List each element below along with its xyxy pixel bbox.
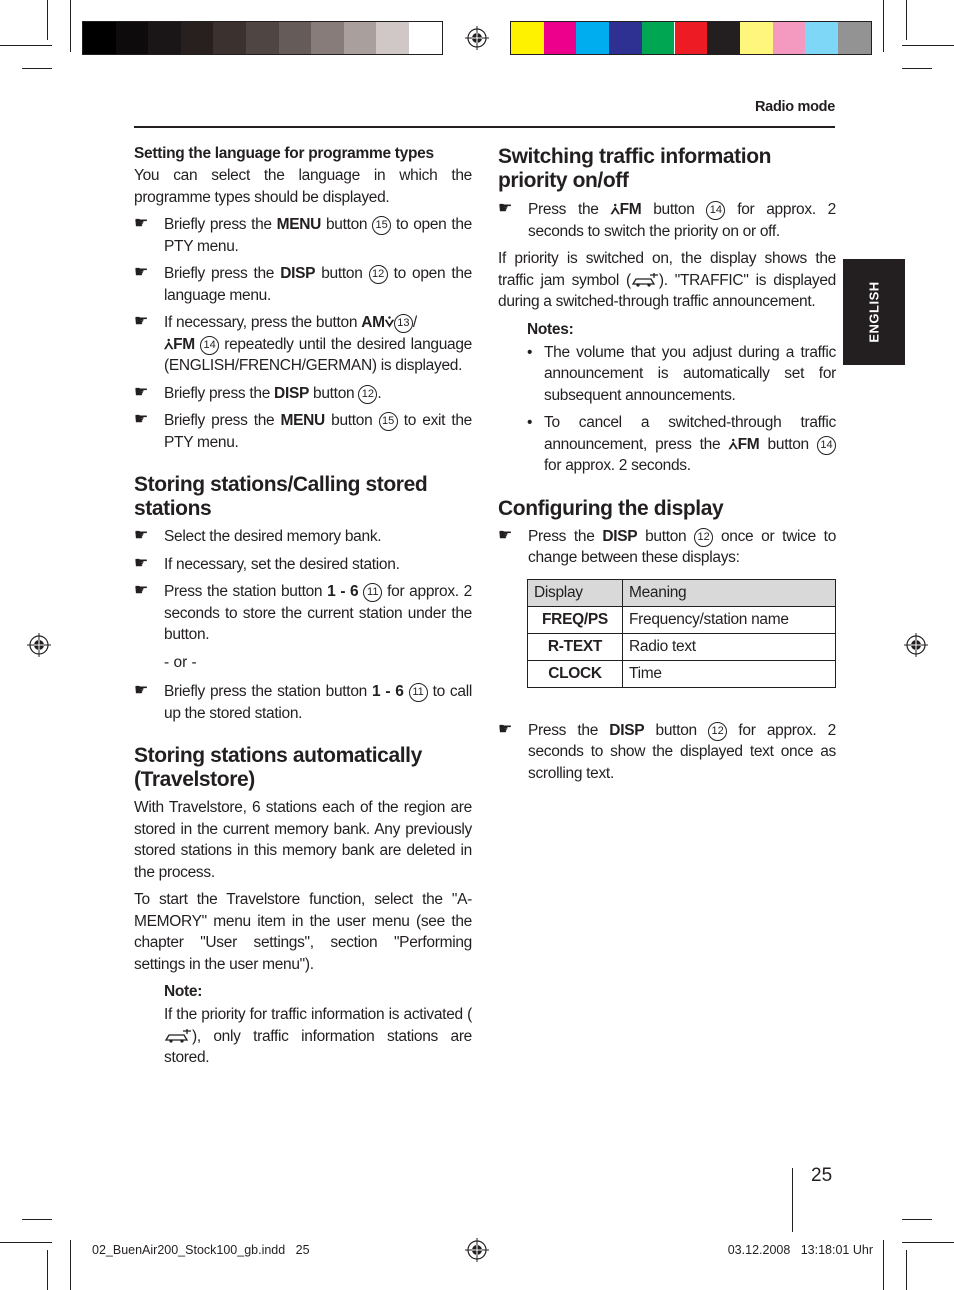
registration-mark-icon	[27, 633, 51, 657]
am-down-arrow-icon: ⩒	[384, 314, 394, 331]
running-header: Radio mode	[755, 99, 835, 115]
pty-step: ☛ Briefly press the MENU button 15 to open the PTY menu.	[134, 215, 472, 255]
pointing-hand-icon: ☛	[498, 720, 513, 738]
registration-mark-icon	[465, 26, 489, 50]
table-cell: R-TEXT	[528, 633, 623, 660]
registration-mark-icon	[904, 633, 928, 657]
pointing-hand-icon: ☛	[134, 527, 149, 544]
button-number-badge: 13	[394, 314, 413, 333]
crop-mark	[902, 1219, 932, 1220]
notes-label: Notes:	[527, 320, 574, 338]
pty-step: ☛ Briefly press the DISP button 12 .	[134, 383, 382, 402]
button-number-badge: 14	[706, 201, 725, 220]
pointing-hand-icon: ☛	[134, 582, 149, 599]
crop-mark	[906, 1250, 907, 1290]
crop-mark	[70, 0, 71, 52]
button-number-badge: 11	[409, 683, 428, 702]
storing-step: ☛ Select the desired memory bank.	[134, 527, 382, 545]
pointing-hand-icon: ☛	[498, 200, 513, 217]
pointing-hand-icon: ☛	[134, 682, 149, 699]
traffic-notes	[498, 321, 836, 477]
traffic-jam-icon	[631, 273, 659, 287]
table-row	[528, 606, 836, 633]
footer-file-info: 02_BuenAir200_Stock100_gb.indd 25	[92, 1243, 310, 1257]
or-separator: - or -	[164, 653, 197, 671]
pointing-hand-icon: ☛	[498, 526, 513, 544]
storing-step: ☛ Press the station button 1 - 6 11 for approx. 2 seconds to store the current station under the button.	[134, 582, 472, 643]
pointing-hand-icon: ☛	[134, 215, 149, 232]
button-number-badge: 14	[200, 336, 219, 355]
pty-step: ☛ If necessary, press the button AM⩒ 13 / ⩑FM 14 repeatedly until the desired language (ENGLISH/FRENCH/GERMAN) is displayed.	[134, 313, 472, 374]
button-number-badge: 12	[708, 722, 727, 741]
pointing-hand-icon: ☛	[134, 264, 149, 281]
pointing-hand-icon: ☛	[134, 554, 149, 572]
button-number-badge: 15	[372, 216, 391, 235]
crop-mark	[902, 68, 932, 69]
storing-step: ☛ Briefly press the station button 1 - 6 11 to call up the stored station.	[134, 682, 472, 722]
traffic-paragraph: If priority is switched on, the display shows the traffic jam symbol ( ). "TRAFFIC" is displayed during a switched-through traffic announcement.	[498, 250, 836, 310]
note-item: • To cancel a switched-through traffic announcement, press the ⩑FM button 14 for approx. 2 seconds.	[527, 414, 836, 474]
footer-date-info: 03.12.2008 13:18:01 Uhr	[727, 1243, 873, 1257]
storing-heading: Storing stations/Calling stored stations	[134, 473, 428, 520]
crop-mark	[22, 68, 52, 69]
crop-mark	[47, 0, 48, 40]
table-row	[528, 660, 836, 687]
button-number-badge: 12	[694, 528, 713, 547]
crop-mark	[902, 45, 954, 46]
crop-mark	[902, 1242, 954, 1243]
display-heading: Configuring the display	[498, 496, 724, 520]
display-step: ☛ Press the DISP button 12 once or twice to change between these displays:	[498, 526, 837, 566]
crop-mark	[0, 45, 52, 46]
traffic-heading: Switching traffic information priority on/off	[498, 145, 772, 192]
fm-up-arrow-icon: ⩑	[164, 335, 174, 353]
fm-up-arrow-icon: ⩑	[728, 435, 738, 453]
right-column	[498, 145, 836, 784]
crop-mark	[883, 1240, 884, 1290]
language-side-tab-label: ENGLISH	[866, 281, 882, 343]
crop-mark	[906, 0, 907, 40]
table-cell: Time	[623, 660, 836, 687]
note-text: If the priority for traffic information is activated (), only traffic information stations are stored.	[164, 1006, 472, 1066]
table-row	[528, 633, 836, 660]
pty-intro: You can select the language in which the programme types should be displayed.	[134, 167, 472, 206]
travelstore-paragraph: With Travelstore, 6 stations each of the region are stored in the current memory bank. Any previously stored stations in this memory bank are deleted in the process.	[134, 799, 472, 881]
crop-mark	[47, 1250, 48, 1290]
crop-mark	[70, 1240, 71, 1290]
note-label: Note:	[164, 983, 203, 1000]
table-cell: CLOCK	[528, 660, 623, 687]
travelstore-heading: Storing stations automatically (Travelstore)	[134, 744, 422, 791]
storing-step: ☛ If necessary, set the desired station.	[134, 554, 400, 573]
grayscale-bar-frame	[82, 21, 443, 55]
page-number: 25	[811, 1165, 833, 1186]
note-item: • The volume that you adjust during a traffic announcement is automatically set for subsequent announcements.	[527, 343, 836, 404]
table-cell: Frequency/station name	[623, 606, 836, 633]
button-number-badge: 11	[363, 583, 382, 602]
registration-mark-icon	[465, 1238, 489, 1262]
header-rule	[134, 126, 835, 128]
crop-mark	[0, 1242, 52, 1243]
crop-mark	[883, 0, 884, 52]
travelstore-paragraph: To start the Travelstore function, select the "A-MEMORY" menu item in the user menu (see the chapter "User settings", section "Performing settings in the user menu").	[134, 891, 472, 973]
table-header-cell: Meaning	[623, 579, 836, 606]
table-header-row	[528, 579, 836, 606]
button-number-badge: 14	[817, 436, 836, 455]
pointing-hand-icon: ☛	[134, 383, 149, 401]
page-number-rule	[792, 1168, 793, 1232]
traffic-jam-icon	[164, 1029, 192, 1043]
color-bar-frame	[510, 21, 872, 55]
pty-heading: Setting the language for programme types	[134, 145, 434, 162]
button-number-badge: 15	[379, 412, 398, 431]
pty-step: ☛ Briefly press the DISP button 12 to open the language menu.	[134, 264, 472, 304]
scroll-step: ☛ Press the DISP button 12 for approx. 2 seconds to show the displayed text once as scrolling text.	[498, 720, 837, 782]
pointing-hand-icon: ☛	[134, 411, 149, 428]
traffic-step: ☛ Press the ⩑FM button 14 for approx. 2 seconds to switch the priority on or off.	[498, 200, 836, 240]
crop-mark	[22, 1219, 52, 1220]
fm-up-arrow-icon: ⩑	[610, 201, 620, 218]
pointing-hand-icon: ☛	[134, 313, 149, 330]
travelstore-note	[134, 983, 472, 1069]
table-cell: FREQ/PS	[528, 606, 623, 633]
language-side-tab	[843, 259, 905, 365]
table-cell: Radio text	[623, 633, 836, 660]
left-column	[134, 145, 472, 1069]
button-number-badge: 12	[358, 385, 377, 404]
pty-step: ☛ Briefly press the MENU button 15 to exit the PTY menu.	[134, 411, 472, 451]
button-number-badge: 12	[369, 265, 388, 284]
table-header-cell: Display	[528, 579, 623, 606]
display-modes-table	[527, 579, 836, 688]
